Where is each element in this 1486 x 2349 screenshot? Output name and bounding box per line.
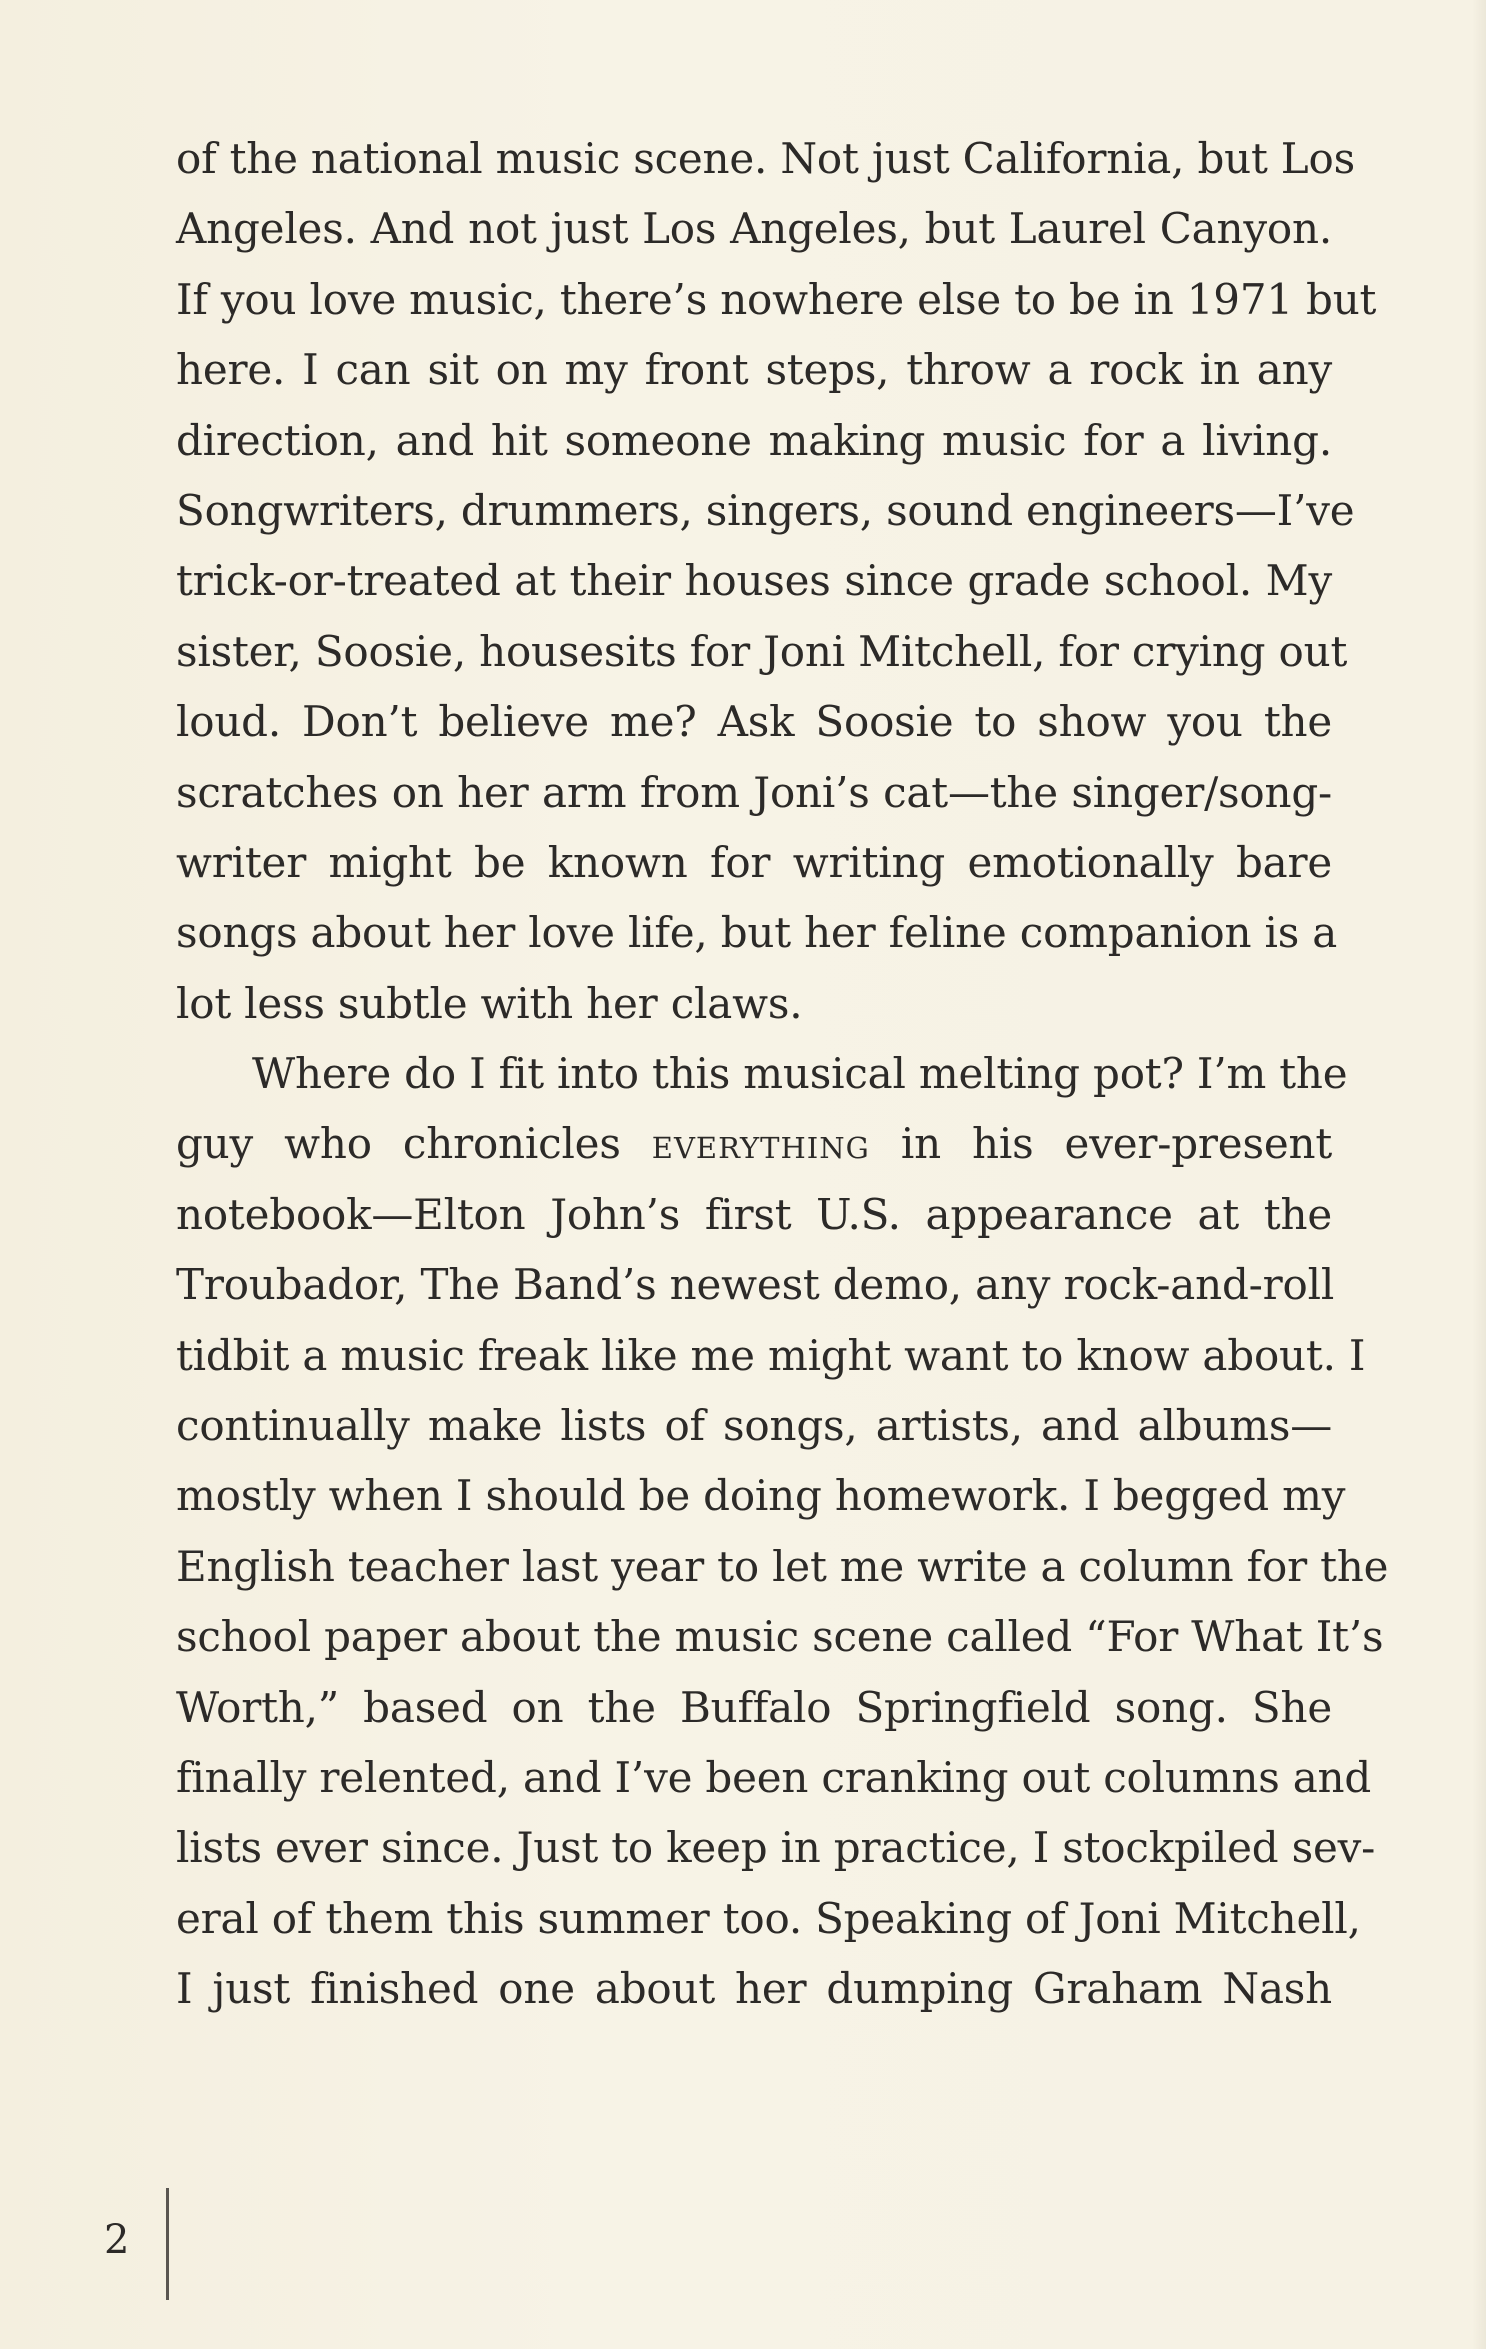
text-line: songs about her love life, but her feline companion is a <box>176 908 1338 958</box>
text-line: here. I can sit on my front steps, throw a rock in any <box>176 345 1332 395</box>
paragraph-1 <box>176 124 1377 1039</box>
text-span: in his ever-present <box>869 1119 1333 1169</box>
text-line: I just finished one about her dumping Graham Nash <box>176 1964 1332 2014</box>
paragraph-2 <box>176 1039 1389 2024</box>
text-line: school paper about the music scene called “For What It’s <box>176 1612 1384 1662</box>
text-line: of the national music scene. Not just California, but Los <box>176 134 1355 183</box>
small-caps-emphasis: everything <box>651 1119 870 1169</box>
text-line: Angeles. And not just Los Angeles, but Laurel Canyon. <box>176 204 1332 254</box>
text-line: scratches on her arm from Joni’s cat—the singer/song- <box>176 767 1332 817</box>
text-line: continually make lists of songs, artists, and albums— <box>176 1401 1332 1451</box>
page-number: 2 <box>104 2217 130 2263</box>
text-line: writer might be known for writing emotionally bare <box>176 837 1332 887</box>
page-edge-shadow <box>1472 0 1486 2349</box>
text-line: Where do I fit into this musical melting pot? I’m the <box>252 1049 1348 1099</box>
text-line: eral of them this summer too. Speaking of Joni Mitchell, <box>176 1893 1361 1943</box>
text-line-with-emphasis <box>176 1109 1332 1179</box>
text-line: lists ever since. Just to keep in practice, I stockpiled sev- <box>176 1823 1376 1873</box>
text-line: mostly when I should be doing homework. I begged my <box>176 1471 1346 1521</box>
text-line: finally relented, and I’ve been cranking out columns and <box>176 1752 1372 1802</box>
text-line: lot less subtle with her claws. <box>176 978 803 1028</box>
text-line: English teacher last year to let me write a column for the <box>176 1541 1389 1591</box>
text-line: Worth,” based on the Buffalo Springfield song. She <box>176 1682 1332 1732</box>
text-line: sister, Soosie, housesits for Joni Mitchell, for crying out <box>176 626 1348 676</box>
text-line: Troubador, The Band’s newest demo, any rock-and-roll <box>176 1260 1335 1310</box>
text-line: Songwriters, drummers, singers, sound engineers—I’ve <box>176 485 1355 535</box>
text-line: loud. Don’t believe me? Ask Soosie to show you the <box>176 697 1332 747</box>
text-line: direction, and hit someone making music for a living. <box>176 415 1332 465</box>
text-line: trick-or-treated at their houses since grade school. My <box>176 556 1332 606</box>
text-line: tidbit a music freak like me might want to know about. I <box>176 1330 1366 1380</box>
body-text <box>176 124 1389 2025</box>
folio-rule-divider <box>166 2188 169 2300</box>
text-line: notebook—Elton John’s first U.S. appearance at the <box>176 1189 1332 1239</box>
text-span: guy who chronicles <box>176 1119 652 1169</box>
text-line: If you love music, there’s nowhere else to be in 1971 but <box>176 274 1377 324</box>
